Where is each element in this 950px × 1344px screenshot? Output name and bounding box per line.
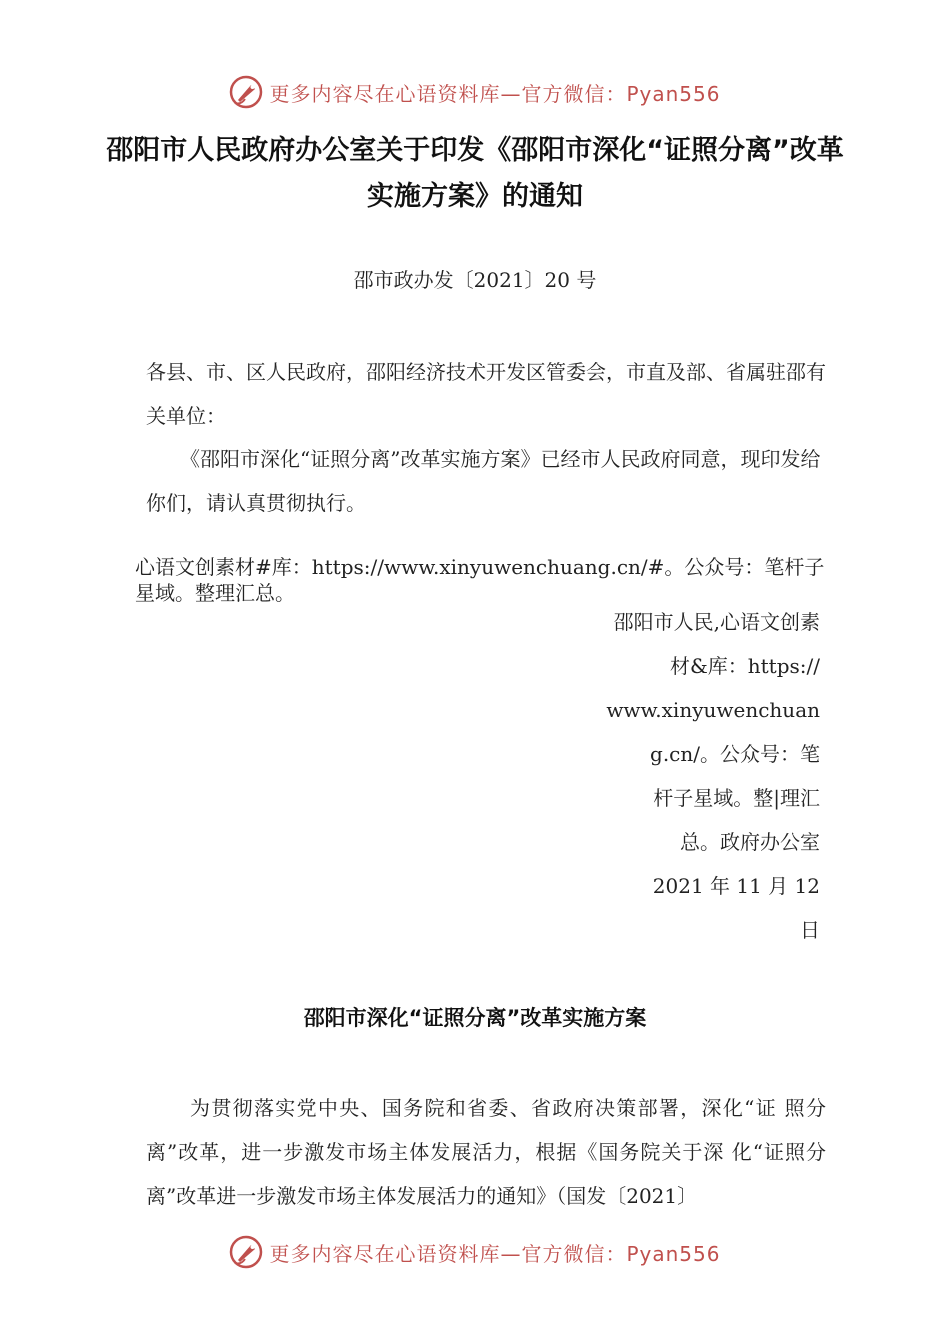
signature-line: www.xinyuwenchuan [606,698,820,722]
source-note: 心语文创素材#库：https://www.xinyuwenchuang.cn/#。公众号：笔杆子星域。整理汇总。 [135,555,825,605]
banner-text: 更多内容尽在心语资料库—官方微信：Pyan556 [269,1241,721,1266]
notice-body-paragraph: 《邵阳市深化“证照分离”改革实施方案》已经市人民政府同意，现印发给你们，请认真贯彻执行。 [146,447,821,515]
plan-title: 邵阳市深化“证照分离”改革实施方案 [303,1006,647,1030]
document-number: 邵市政办发〔2021〕20 号 [353,268,597,292]
banner-text: 更多内容尽在心语资料库—官方微信：Pyan556 [269,81,721,106]
header-banner [0,72,950,112]
addressee-paragraph: 各县、市、区人民政府，邵阳经济技术开发区管委会，市直及部、省属驻邵有关单位： [146,360,826,428]
signature-date-day: 日 [800,918,820,942]
pen-nib-logo-icon [229,1235,263,1269]
signature-date: 2021 年 11 月 12 [652,874,820,898]
signature-line: g.cn/。公众号：笔 [650,742,820,766]
signature-line: 邵阳市人民,心语文创素 [613,610,820,634]
signature-line: 材&库：https:// [669,654,820,678]
plan-body-paragraph: 为贯彻落实党中央、国务院和省委、省政府决策部署，深化“证 照分离”改革，进一步激发市场主体发展活力，根据《国务院关于深 化“证照分离”改革进一步激发市场主体发展活力的通知》（国发〔2021〕 [146,1096,826,1208]
signature-block [560,600,820,952]
document-title: 邵阳市人民政府办公室关于印发《邵阳市深化“证照分离”改革实施方案》的通知 [106,135,844,212]
signature-line: 杆子星域。整|理汇 [653,786,820,810]
signature-line: 总。政府办公室 [680,830,820,854]
footer-banner [0,1232,950,1272]
pen-nib-logo-icon [229,75,263,109]
